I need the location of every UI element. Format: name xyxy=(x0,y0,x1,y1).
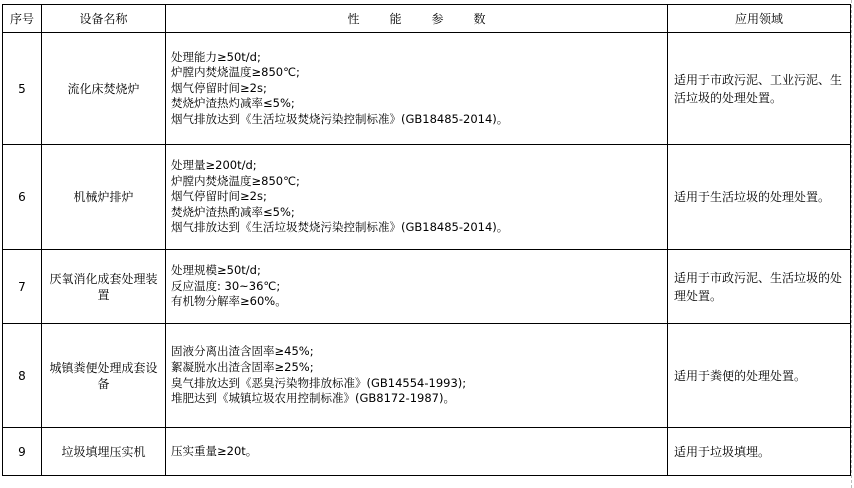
cell-params xyxy=(166,145,668,250)
cell-application: 适用于垃圾填埋。 xyxy=(668,428,851,476)
cell-name: 城镇粪便处理成套设备 xyxy=(42,324,166,428)
param-line: 烟气停留时间≥2s; xyxy=(171,189,267,204)
param-line: 堆肥达到《城镇垃圾农用控制标准》(GB8172-1987)。 xyxy=(171,391,455,406)
cell-application: 适用于市政污泥、工业污泥、生活垃圾的处理处置。 xyxy=(668,33,851,145)
table-row xyxy=(3,145,851,250)
param-line: 炉膛内焚烧温度≥850℃; xyxy=(171,65,300,80)
cell-no: 5 xyxy=(3,33,42,145)
param-line: 处理规模≥50t/d; xyxy=(171,263,261,278)
header-no: 序号 xyxy=(3,5,42,33)
cell-params xyxy=(166,33,668,145)
header-row xyxy=(3,5,851,33)
header-params-char: 参 xyxy=(431,11,444,26)
cell-name: 垃圾填埋压实机 xyxy=(42,428,166,476)
cell-params xyxy=(166,324,668,428)
cell-params xyxy=(166,250,668,324)
param-line: 烟气停留时间≥2s; xyxy=(171,80,267,95)
param-line: 焚烧炉渣热酌减率≤5%; xyxy=(171,204,295,219)
cell-no: 7 xyxy=(3,250,42,324)
table-row xyxy=(3,33,851,145)
cell-no: 6 xyxy=(3,145,42,250)
param-line: 臭气排放达到《恶臭污染物排放标准》(GB14554-1993); xyxy=(171,375,467,390)
param-line: 处理能力≥50t/d; xyxy=(171,49,261,64)
table-header xyxy=(3,5,851,33)
param-line: 絮凝脱水出渣含固率≥25%; xyxy=(171,359,314,374)
param-line: 烟气排放达到《生活垃圾焚烧污染控制标准》(GB18485-2014)。 xyxy=(171,111,509,126)
header-params-char: 数 xyxy=(473,11,486,26)
header-params-char: 能 xyxy=(389,11,402,26)
cell-no: 9 xyxy=(3,428,42,476)
table-row xyxy=(3,250,851,324)
header-params xyxy=(166,5,668,33)
table-body xyxy=(3,33,851,476)
param-line: 炉膛内焚烧温度≥850℃; xyxy=(171,173,300,188)
param-line: 反应温度: 30~36℃; xyxy=(171,278,281,293)
equipment-table-sheet xyxy=(2,4,850,476)
param-line: 处理量≥200t/d; xyxy=(171,158,257,173)
cell-name: 厌氧消化成套处理装置 xyxy=(42,250,166,324)
cell-no: 8 xyxy=(3,324,42,428)
cell-name: 流化床焚烧炉 xyxy=(42,33,166,145)
param-line: 焚烧炉渣热灼减率≤5%; xyxy=(171,96,295,111)
equipment-table xyxy=(2,4,851,476)
header-application: 应用领域 xyxy=(668,5,851,33)
cell-application: 适用于粪便的处理处置。 xyxy=(668,324,851,428)
cell-application: 适用于生活垃圾的处理处置。 xyxy=(668,145,851,250)
header-params-char: 性 xyxy=(347,11,360,26)
header-name: 设备名称 xyxy=(42,5,166,33)
table-row xyxy=(3,428,851,476)
cell-application: 适用于市政污泥、生活垃圾的处理处置。 xyxy=(668,250,851,324)
cell-params xyxy=(166,428,668,476)
param-line: 有机物分解率≥60%。 xyxy=(171,294,287,309)
cell-name: 机械炉排炉 xyxy=(42,145,166,250)
param-line: 烟气排放达到《生活垃圾焚烧污染控制标准》(GB18485-2014)。 xyxy=(171,220,509,235)
param-line: 固液分离出渣含固率≥45%; xyxy=(171,344,314,359)
param-line: 压实重量≥20t。 xyxy=(171,443,258,458)
table-row xyxy=(3,324,851,428)
